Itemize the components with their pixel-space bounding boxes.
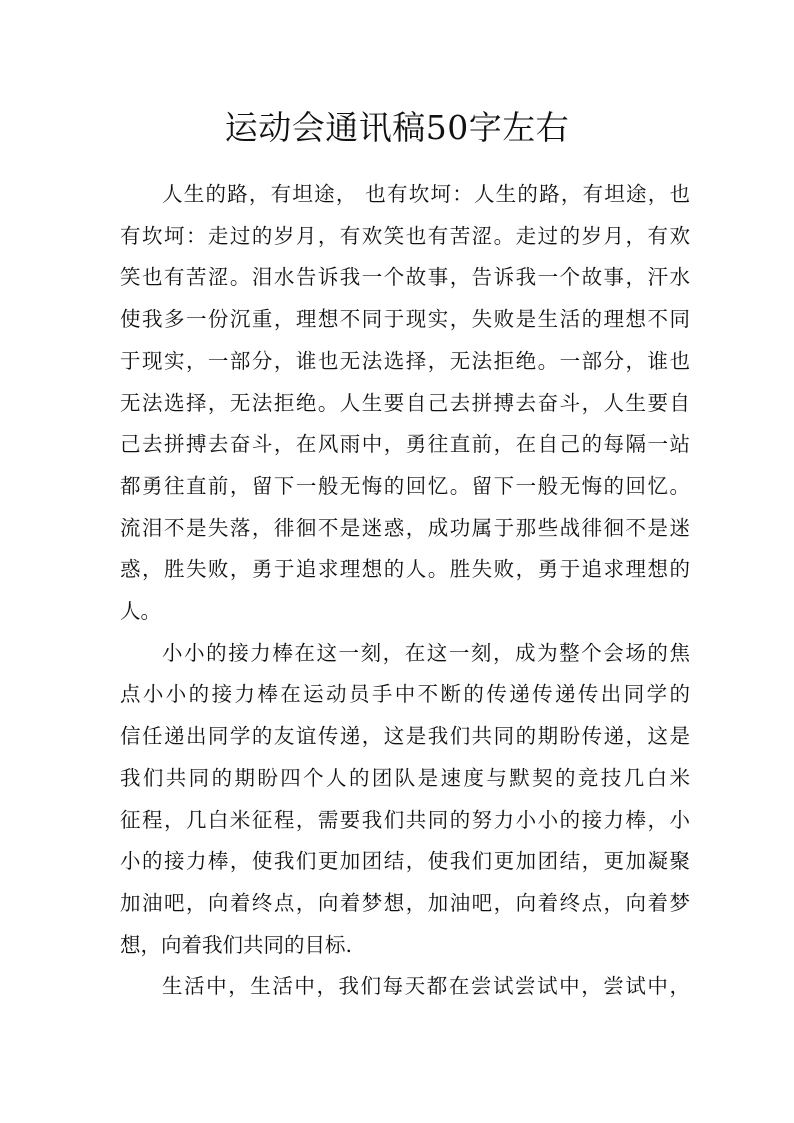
text-line: 无法选择，无法拒绝。人生要自己去拼搏去奋斗，人生要自 xyxy=(120,390,690,415)
text-line: 人。 xyxy=(120,599,161,624)
text-line: 点小小的接力棒在运动员手中不断的传递传递传出同学的 xyxy=(120,682,690,707)
paragraph-1 xyxy=(120,174,690,633)
text-line: 惑，胜失败，勇于追求理想的人。胜失败，勇于追求理想的 xyxy=(120,557,690,582)
text-line: 都勇往直前，留下一般无悔的回忆。留下一般无悔的回忆。 xyxy=(120,473,690,498)
paragraph-3 xyxy=(120,966,690,1008)
text-line: 使我多一份沉重，理想不同于现实，失败是生活的理想不同 xyxy=(120,307,690,332)
text-line: 想，向着我们共同的目标. xyxy=(120,932,353,957)
text-line: 笑也有苦涩。泪水告诉我一个故事，告诉我一个故事，汗水 xyxy=(120,265,690,290)
text-line: 于现实，一部分，谁也无法选择，无法拒绝。一部分，谁也 xyxy=(120,348,690,373)
text-line: 有坎坷：走过的岁月，有欢笑也有苦涩。走过的岁月，有欢 xyxy=(120,223,690,248)
document-body xyxy=(120,174,690,1008)
text-line: 小的接力棒，使我们更加团结，使我们更加团结，更加凝聚 xyxy=(120,849,690,874)
text-line: 己去拼搏去奋斗，在风雨中，勇往直前，在自己的每隔一站 xyxy=(120,432,690,457)
text-line: 加油吧，向着终点，向着梦想，加油吧，向着终点，向着梦 xyxy=(120,890,690,915)
text-line: 我们共同的期盼四个人的团队是速度与默契的竞技几白米 xyxy=(120,765,690,790)
text-line: 生活中，生活中，我们每天都在尝试尝试中，尝试中， xyxy=(162,974,690,999)
text-line: 流泪不是失落，徘徊不是迷惑，成功属于那些战徘徊不是迷 xyxy=(120,515,690,540)
paragraph-2 xyxy=(120,633,690,967)
document-title: 运动会通讯稿50字左右 xyxy=(224,108,570,147)
text-line: 征程，几白米征程，需要我们共同的努力小小的接力棒，小 xyxy=(120,807,690,832)
text-line: 信任递出同学的友谊传递，这是我们共同的期盼传递，这是 xyxy=(120,724,690,749)
text-line: 小小的接力棒在这一刻，在这一刻，成为整个会场的焦 xyxy=(162,640,690,665)
text-line: 人生的路，有坦途， 也有坎坷：人生的路，有坦途，也 xyxy=(162,182,690,206)
